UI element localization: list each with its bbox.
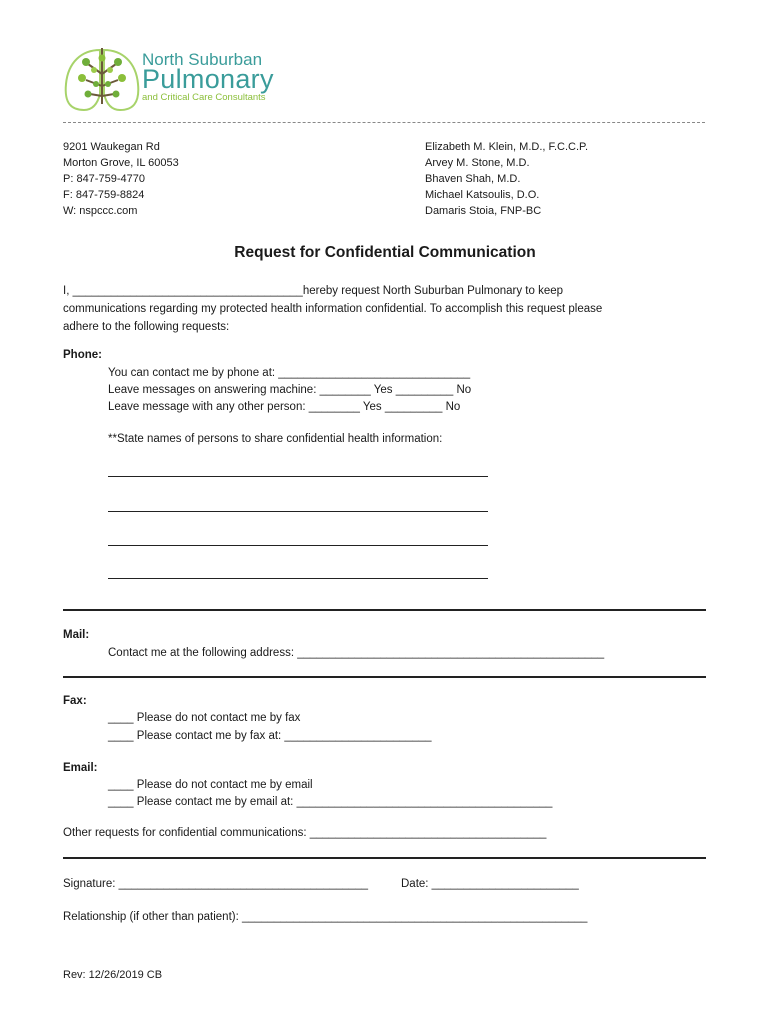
names-blank-line[interactable] — [108, 476, 488, 477]
names-blank-line[interactable] — [108, 545, 488, 546]
phone-contact-field[interactable]: You can contact me by phone at: ______________________________ — [108, 367, 471, 379]
address-phone: P: 847-759-4770 — [63, 173, 145, 185]
names-blank-line[interactable] — [108, 511, 488, 512]
address-fax: F: 847-759-8824 — [63, 189, 145, 201]
relationship-field[interactable]: Relationship (if other than patient): ______________________________________________________ — [63, 911, 588, 923]
physician-list — [425, 139, 588, 219]
physician-name: Arvey M. Stone, M.D. — [425, 157, 530, 169]
address-street: 9201 Waukegan Rd — [63, 141, 160, 153]
intro-paragraph — [63, 282, 708, 336]
revision-note: Rev: 12/26/2019 CB — [63, 969, 163, 981]
names-blank-line[interactable] — [108, 578, 488, 579]
phone-label: Phone: — [63, 349, 102, 361]
logo-line1: North Suburban — [142, 50, 263, 69]
form-title: Request for Confidential Communication — [234, 244, 536, 261]
other-person-field[interactable]: Leave message with any other person: ________ Yes _________ No — [108, 401, 461, 413]
address-city: Morton Grove, IL 60053 — [63, 157, 179, 169]
state-names-label: **State names of persons to share confidential health information: — [108, 433, 443, 445]
other-requests-field[interactable]: Other requests for confidential communications: _____________________________________ — [63, 827, 547, 839]
physician-name: Bhaven Shah, M.D. — [425, 173, 521, 185]
fax-contact-field[interactable]: ____ Please contact me by fax at: _______________________ — [108, 730, 432, 742]
logo-line3: and Critical Care Consultants — [142, 92, 266, 103]
signature-field[interactable]: Signature: _______________________________________ — [63, 878, 369, 890]
section-divider — [63, 857, 706, 859]
email-no-contact-option[interactable]: ____ Please do not contact me by email — [108, 779, 313, 791]
mail-address-field[interactable]: Contact me at the following address: ________________________________________________ — [108, 647, 605, 659]
date-field[interactable]: Date: _______________________ — [401, 878, 579, 890]
physician-name: Damaris Stoia, FNP-BC — [425, 205, 542, 217]
physician-name: Michael Katsoulis, D.O. — [425, 189, 540, 201]
section-divider — [63, 609, 706, 611]
logo-line2: Pulmonary — [142, 64, 274, 94]
practice-address — [63, 139, 179, 219]
fax-label: Fax: — [63, 695, 87, 707]
header-divider — [63, 122, 705, 123]
email-contact-field[interactable]: ____ Please contact me by email at: ________________________________________ — [108, 796, 553, 808]
intro-line: adhere to the following requests: — [63, 321, 230, 333]
answering-machine-field[interactable]: Leave messages on answering machine: ________ Yes _________ No — [108, 384, 472, 396]
fax-no-contact-option[interactable]: ____ Please do not contact me by fax — [108, 712, 301, 724]
address-web: W: nspccc.com — [63, 205, 138, 217]
mail-label: Mail: — [63, 629, 90, 641]
lung-tree-icon — [62, 44, 142, 114]
intro-line: communications regarding my protected health information confidential. To accomplish this request please — [63, 303, 603, 315]
email-label: Email: — [63, 762, 98, 774]
intro-line[interactable]: I, ____________________________________hereby request North Suburban Pulmonary to keep — [63, 285, 564, 297]
section-divider — [63, 676, 706, 678]
physician-name: Elizabeth M. Klein, M.D., F.C.C.P. — [425, 141, 589, 153]
